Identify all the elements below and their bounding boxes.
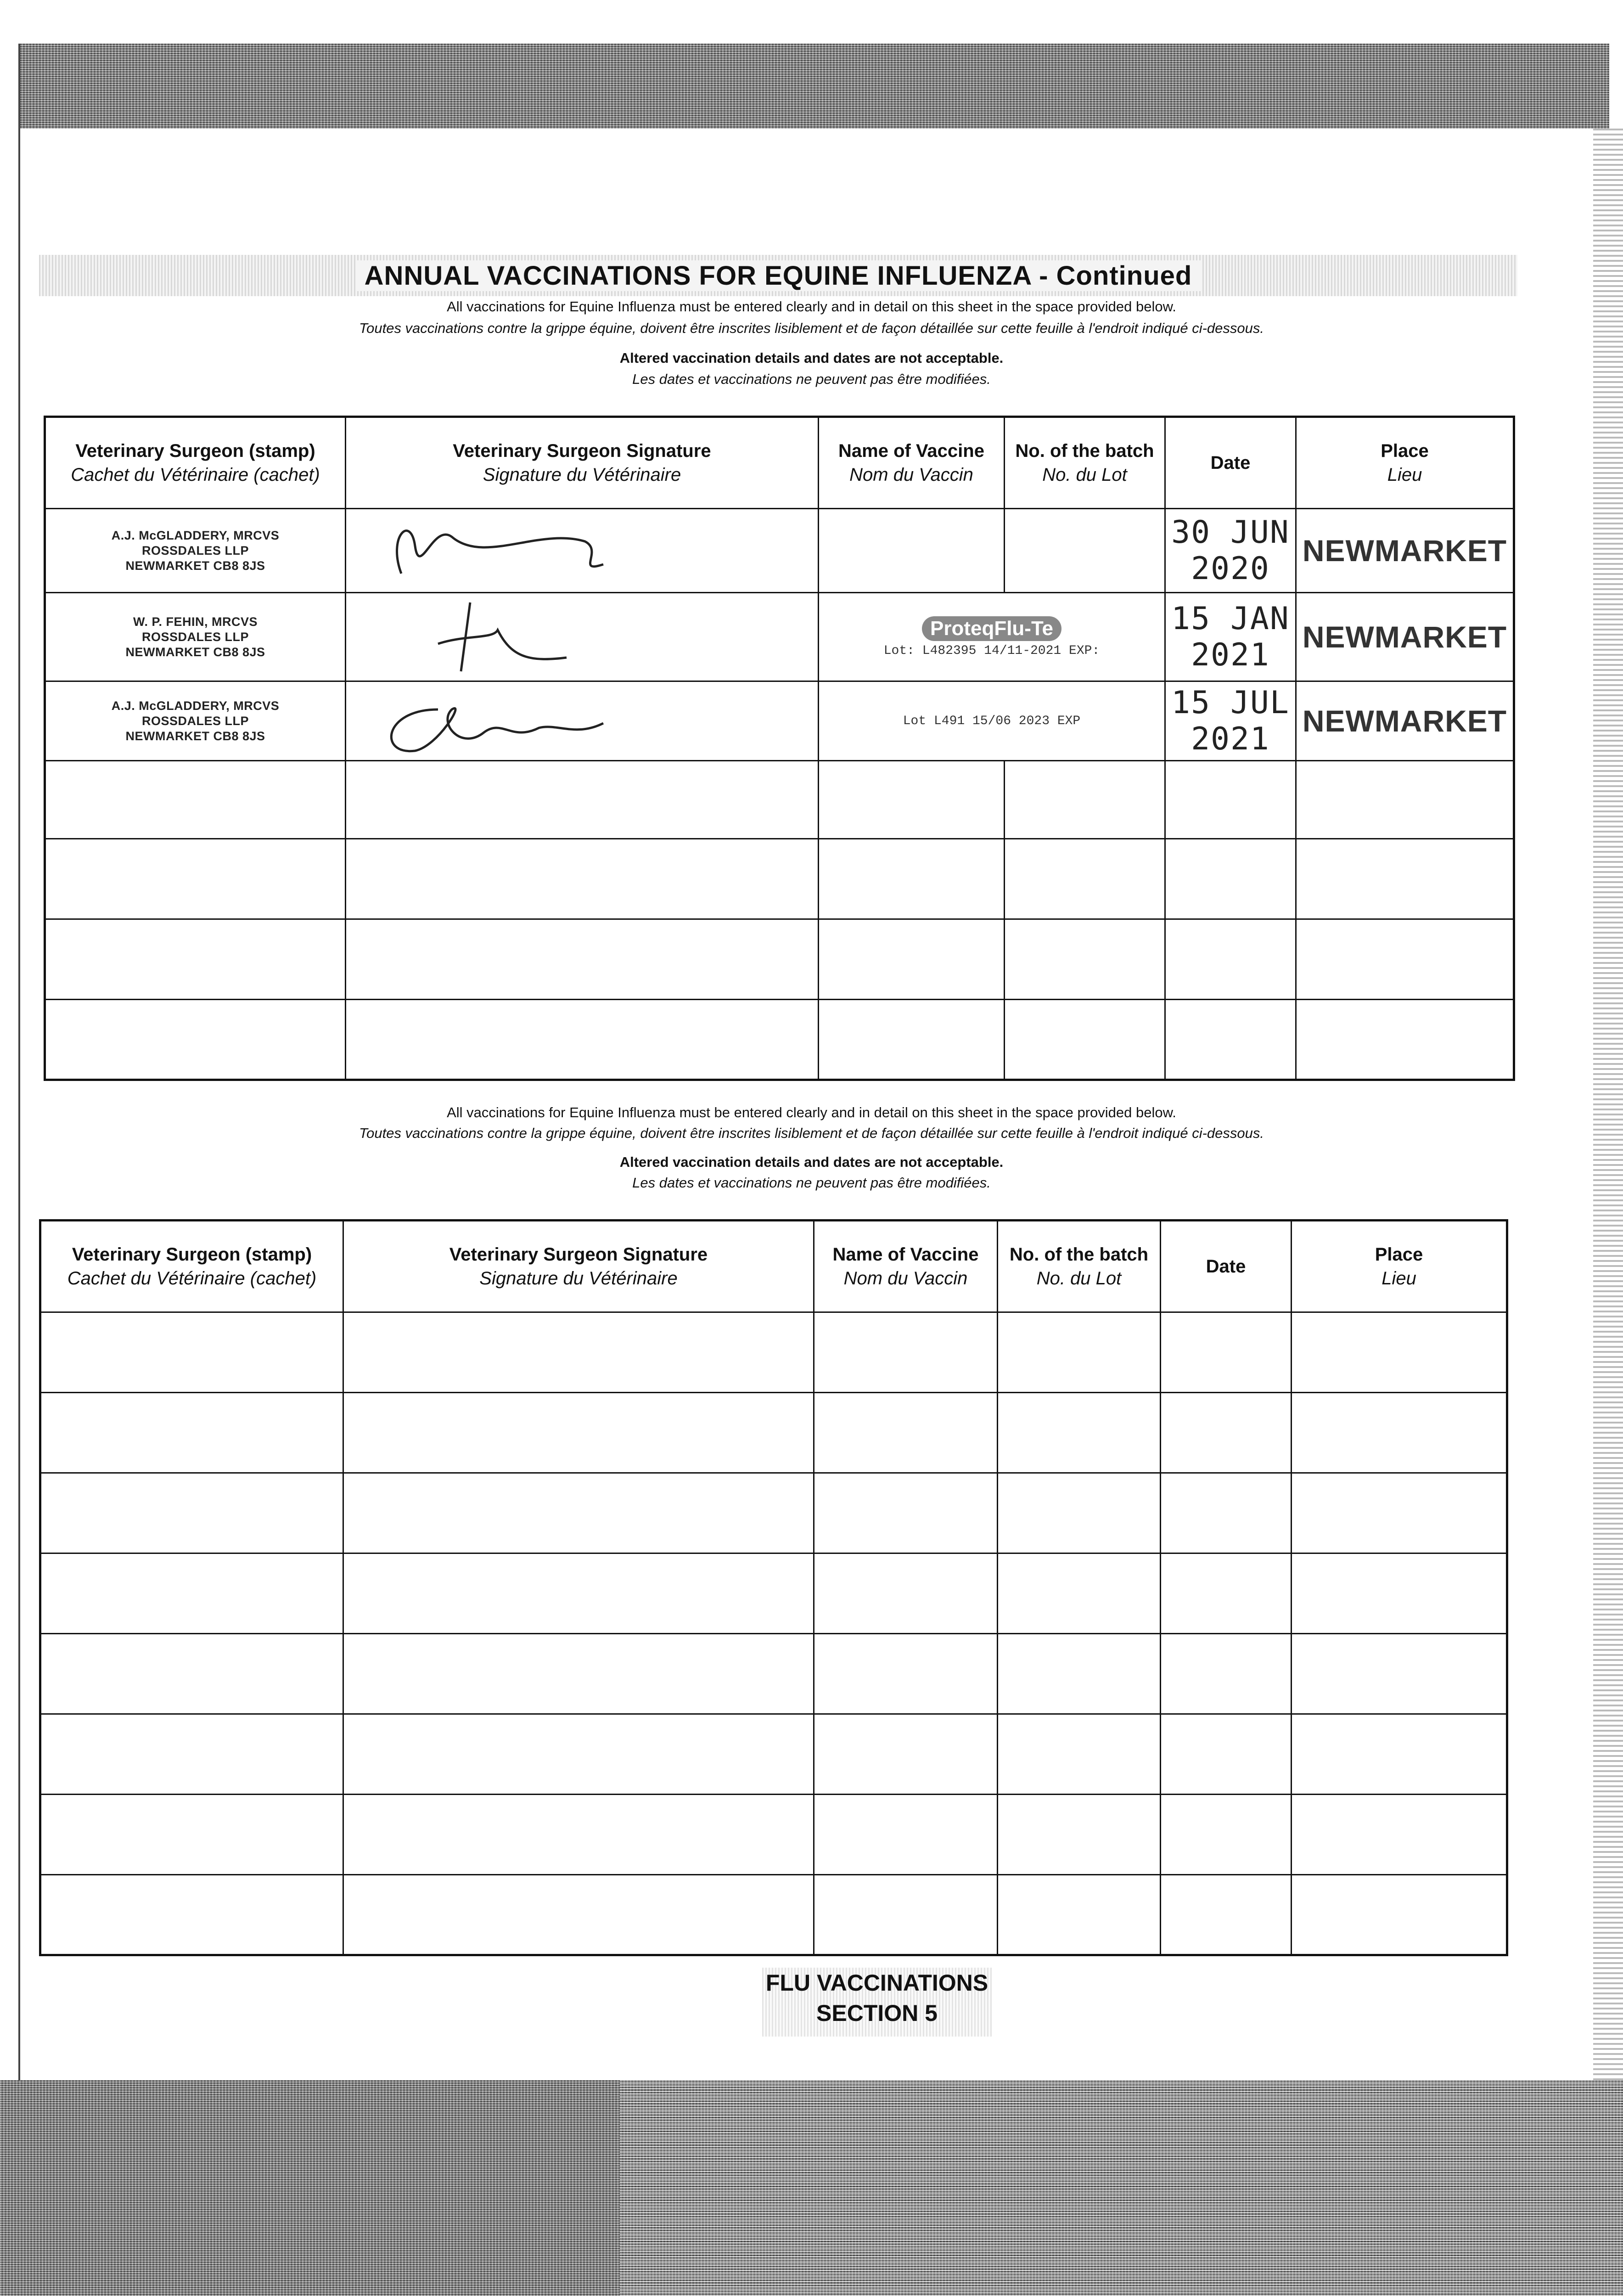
place-cell: NEWMARKET (1296, 681, 1514, 761)
col-place-header: Place Lieu (1296, 417, 1514, 509)
place-cell: NEWMARKET (1296, 593, 1514, 681)
section-footer (762, 1968, 992, 2037)
table-row (45, 839, 1514, 919)
notice-en: All vaccinations for Equine Influenza must be entered clearly and in detail on this sheet in the space provided below. (447, 298, 1176, 315)
table-row (40, 1553, 1507, 1634)
col-place-header: Place Lieu (1292, 1221, 1507, 1312)
table-row (45, 761, 1514, 839)
vet-signature-mark (346, 682, 819, 758)
table-row (45, 919, 1514, 1000)
col-date-header: Date (1161, 1221, 1292, 1312)
notice-en-lower: All vaccinations for Equine Influenza must be entered clearly and in detail on this sheet in the space provided below. (447, 1104, 1176, 1120)
signature-cell (346, 593, 819, 681)
vet-stamp: A.J. McGLADDERY, MRCVS ROSSDALES LLP NEWMARKET CB8 8JS (111, 528, 280, 573)
batch-label: Lot: L482395 14/11-2021 EXP: (883, 643, 1100, 658)
altered-notice-fr-lower: Les dates et vaccinations ne peuvent pas être modifiées. (632, 1175, 991, 1191)
table-header-row (45, 417, 1514, 509)
table-row (45, 1000, 1514, 1080)
vaccine-label: ProteqFlu-Te (922, 616, 1061, 641)
table-row (40, 1875, 1507, 1955)
vet-stamp: W. P. FEHIN, MRCVS ROSSDALES LLP NEWMARKET CB8 8JS (125, 614, 265, 659)
table-row (40, 1634, 1507, 1714)
scan-border-bottom-light (620, 2080, 1623, 2296)
table-row (40, 1473, 1507, 1553)
batch-cell (1005, 509, 1165, 593)
date-cell: 15 JAN 2021 (1165, 593, 1296, 681)
signature-cell (346, 509, 819, 593)
stamp-cell (45, 509, 346, 593)
altered-notice-en-lower: Altered vaccination details and dates are not acceptable. (619, 1154, 1004, 1170)
vet-stamp: A.J. McGLADDERY, MRCVS ROSSDALES LLP NEWMARKET CB8 8JS (111, 698, 280, 743)
scan-edge-left (18, 44, 20, 2082)
vaccine-label-cell (819, 593, 1165, 681)
col-vaccine-header: Name of Vaccine Nom du Vaccin (814, 1221, 998, 1312)
col-vaccine-header: Name of Vaccine Nom du Vaccin (819, 417, 1005, 509)
stamp-cell (45, 681, 346, 761)
table-row (40, 1393, 1507, 1473)
altered-notice-fr: Les dates et vaccinations ne peuvent pas être modifiées. (632, 371, 991, 387)
col-date-header: Date (1165, 417, 1296, 509)
col-stamp-header: Veterinary Surgeon (stamp) Cachet du Vétérinaire (cachet) (45, 417, 346, 509)
table-row (40, 1312, 1507, 1393)
col-signature-header: Veterinary Surgeon Signature Signature du Vétérinaire (343, 1221, 814, 1312)
col-batch-header: No. of the batch No. du Lot (998, 1221, 1161, 1312)
date-cell: 30 JUN 2020 (1165, 509, 1296, 593)
col-stamp-header: Veterinary Surgeon (stamp) Cachet du Vétérinaire (cachet) (40, 1221, 343, 1312)
col-batch-header: No. of the batch No. du Lot (1005, 417, 1165, 509)
section-footer-line1: FLU VACCINATIONS (765, 1970, 988, 1996)
page-title: ANNUAL VACCINATIONS FOR EQUINE INFLUENZA - Continued (355, 260, 1202, 291)
batch-cell (819, 681, 1165, 761)
table-row (40, 1714, 1507, 1795)
scan-border-top (18, 44, 1609, 129)
notice-fr-lower: Toutes vaccinations contre la grippe équine, doivent être inscrites lisiblement et de façon détaillée sur cette feuille à l'endroit indiqué ci-dessous. (359, 1125, 1264, 1141)
date-cell: 15 JUL 2021 (1165, 681, 1296, 761)
table-row (45, 593, 1514, 681)
table-row (45, 509, 1514, 593)
table-row (45, 681, 1514, 761)
vet-signature-mark (346, 509, 819, 590)
page-title-bar (39, 255, 1517, 296)
col-signature-header: Veterinary Surgeon Signature Signature du Vétérinaire (346, 417, 819, 509)
altered-notice-en: Altered vaccination details and dates are not acceptable. (619, 350, 1004, 366)
vaccination-table-lower (39, 1219, 1508, 1956)
place-cell: NEWMARKET (1296, 509, 1514, 593)
vaccination-table-upper (44, 416, 1515, 1081)
section-footer-line2: SECTION 5 (816, 2000, 938, 2026)
table-header-row (40, 1221, 1507, 1312)
notice-fr: Toutes vaccinations contre la grippe équine, doivent être inscrites lisiblement et de façon détaillée sur cette feuille à l'endroit indiqué ci-dessous. (359, 320, 1264, 336)
stamp-cell (45, 593, 346, 681)
vaccine-cell (819, 509, 1005, 593)
batch-label: Lot L491 15/06 2023 EXP (903, 714, 1081, 728)
signature-cell (346, 681, 819, 761)
vet-signature-mark (346, 593, 819, 678)
table-row (40, 1795, 1507, 1875)
